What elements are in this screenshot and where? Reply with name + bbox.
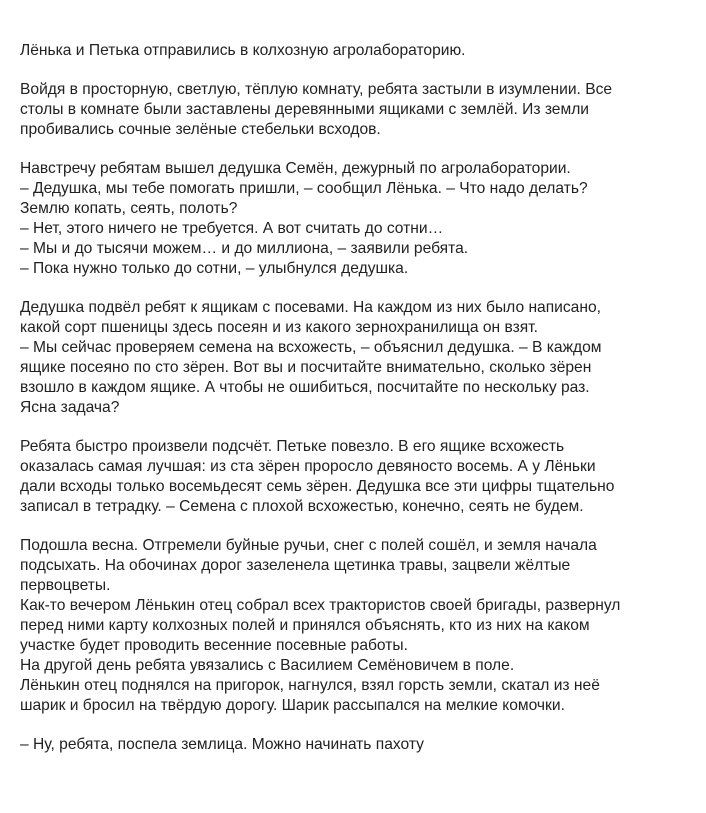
paragraph-gap [20,279,700,298]
text-line: пробивались сочные зелёные стебельки всходов. [20,121,381,138]
text-line: Ребята быстро произвели подсчёт. Петьке повезло. В его ящике всхожесть [20,438,565,455]
document-body [20,41,700,755]
paragraph [20,735,700,755]
text-line: Лёнька и Петька отправились в колхозную агролабораторию. [20,42,466,59]
text-line: Как-то вечером Лёнькин отец собрал всех трактористов своей бригады, развернул [20,597,621,614]
text-line: Дедушка подвёл ребят к ящикам с посевами. На каждом из них было написано, [20,299,601,316]
paragraph-gap [20,716,700,735]
text-line: – Ну, ребята, поспела землица. Можно начинать пахоту [20,736,424,753]
text-line: подсыхать. На обочинах дорог зазеленела щетинка травы, зацвели жёлтые [20,557,571,574]
text-line: На другой день ребята увязались с Василием Семёновичем в поле. [20,657,515,674]
text-line: – Мы сейчас проверяем семена на всхожесть, – объяснил дедушка. – В каждом [20,339,602,356]
text-line: столы в комнате были заставлены деревянными ящиками с землёй. Из земли [20,101,590,118]
text-line: первоцветы. [20,577,111,594]
paragraph [20,80,700,140]
paragraph-gap [20,517,700,536]
text-line: Войдя в просторную, светлую, тёплую комнату, ребята застыли в изумлении. Все [20,81,613,98]
paragraph-gap [20,140,700,159]
paragraph-gap [20,61,700,80]
text-line: перед ними карту колхозных полей и принялся объяснять, кто из них на каком [20,617,590,634]
text-line: – Нет, этого ничего не требуется. А вот считать до сотни… [20,220,444,237]
text-line: дали всходы только восемьдесят семь зёрен. Дедушка все эти цифры тщательно [20,478,615,495]
text-line: – Пока нужно только до сотни, – улыбнулся дедушка. [20,260,409,277]
paragraph [20,437,700,517]
paragraph-gap [20,418,700,437]
text-line: записал в тетрадку. – Семена с плохой всхожестью, конечно, сеять не будем. [20,498,584,515]
text-line: – Дедушка, мы тебе помогать пришли, – сообщил Лёнька. – Что надо делать? [20,180,588,197]
text-line: Подошла весна. Отгремели буйные ручьи, снег с полей сошёл, и земля начала [20,537,597,554]
paragraph [20,298,700,418]
text-line: какой сорт пшеницы здесь посеян и из какого зернохранилища он взят. [20,319,538,336]
text-line: Ясна задача? [20,399,120,416]
paragraph [20,41,700,61]
text-line: оказалась самая лучшая: из ста зёрен проросло девяносто восемь. А у Лёньки [20,458,596,475]
paragraph [20,159,700,279]
text-line: ящике посеяно по сто зёрен. Вот вы и посчитайте внимательно, сколько зёрен [20,359,592,376]
text-line: взошло в каждом ящике. А чтобы не ошибиться, посчитайте по нескольку раз. [20,379,590,396]
paragraph [20,536,700,716]
text-line: участке будет проводить весенние посевные работы. [20,637,408,654]
text-line: шарик и бросил на твёрдую дорогу. Шарик рассыпался на мелкие комочки. [20,697,565,714]
text-line: Лёнькин отец поднялся на пригорок, нагнулся, взял горсть земли, скатал из неё [20,677,600,694]
text-line: – Мы и до тысячи можем… и до миллиона, – заявили ребята. [20,240,469,257]
text-line: Землю копать, сеять, полоть? [20,200,238,217]
text-line: Навстречу ребятам вышел дедушка Семён, дежурный по агролаборатории. [20,160,571,177]
